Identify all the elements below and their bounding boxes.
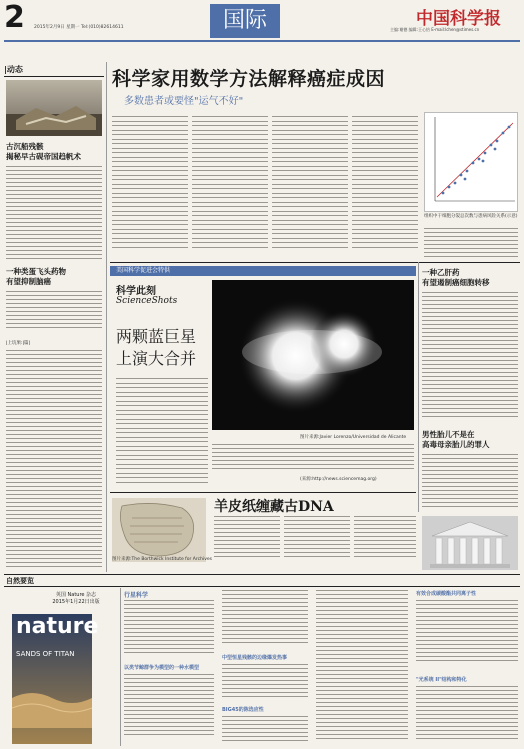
right-title1: 一种乙肝药 有望遏制癌细胞转移 xyxy=(422,268,490,287)
science-shots-source: (来源:http://news.sciencemag.org) xyxy=(300,477,377,482)
bottom-col-heading: 行星科学 xyxy=(124,592,149,599)
staff-line: 主编:谢德 编辑:王心怡 E-mail:lchen@stimes.cn xyxy=(390,27,480,32)
right-title2: 男性胎儿不是在 高毒母亲胎儿的罪人 xyxy=(422,430,490,449)
dna-body-col2 xyxy=(284,516,350,564)
lead-chart xyxy=(424,112,518,212)
left-column-tag: |动态 xyxy=(4,65,23,74)
science-shots-title-en: ScienceShots xyxy=(116,296,178,306)
lead-body-col3 xyxy=(272,116,348,256)
bottom-col2-body xyxy=(222,590,308,650)
parchment-photo xyxy=(112,498,206,562)
building-photo xyxy=(422,516,518,570)
lead-body-col2 xyxy=(192,116,268,256)
dna-headline: 羊皮纸缠藏古DNA xyxy=(214,499,334,515)
dna-body-col1 xyxy=(214,516,280,564)
section-label: 国际 xyxy=(222,8,267,33)
bottom-col4-body xyxy=(416,600,518,670)
bottom-col2-body3 xyxy=(222,716,308,746)
bottom-col4-body2 xyxy=(416,686,518,746)
bottom-sub5: "光系统 II"结构和特化 xyxy=(416,677,467,683)
journal-caption: 英国 Nature 杂志 2015年1月22日出版 xyxy=(52,592,100,605)
bottom-sub3: BIG45的陈选应性 xyxy=(222,707,264,713)
shipwreck-photo xyxy=(6,80,102,136)
science-shots-body xyxy=(116,378,208,490)
story3-body xyxy=(6,350,102,570)
journal-cover xyxy=(12,614,99,744)
bottom-sub4: 有效合成碳酸酯共同离子性 xyxy=(416,591,477,597)
science-shots-headline: 两颗蓝巨星 上演大合并 xyxy=(116,327,197,368)
parchment-photo-credit: 图片来源:The Borthwick Institute for Archives xyxy=(112,557,212,562)
lead-headline: 科学家用数学方法解释癌症成因 xyxy=(112,68,386,90)
story3-tag: |上坑果:|篇| xyxy=(6,341,31,346)
science-shots-title-cn: 科学此刻 xyxy=(116,286,156,297)
bottom-band-label: 自然要览 xyxy=(6,577,34,585)
stars-photo-credit: 图片来源:Javier Lorenzo/Universidad de Alicante xyxy=(300,435,407,440)
dna-body-col3 xyxy=(354,516,416,564)
story2-title: 一种类蛋飞头药物 有望抑制脑癌 xyxy=(6,267,66,286)
issue-meta: 2015年2月9日 星期一 Tel:(010)82614611 xyxy=(34,25,124,30)
header-rule xyxy=(4,40,520,42)
science-shots-body-2 xyxy=(212,444,414,474)
lead-body-col5 xyxy=(424,228,518,258)
bottom-col2-body2 xyxy=(222,664,308,704)
lead-subtitle: 多数患者或要怪"运气不好" xyxy=(124,96,244,107)
journal-cover-name: nature xyxy=(16,614,99,639)
story1-body xyxy=(6,166,102,262)
journal-cover-text: SANDS OF TITAN xyxy=(16,650,75,658)
story2-body xyxy=(6,291,102,333)
bottom-col1-body2 xyxy=(124,674,214,744)
bottom-sub2: 中型恒星残骸的边缘爆发热事 xyxy=(222,655,288,661)
bottom-col3-body xyxy=(316,590,408,746)
stars-photo xyxy=(212,280,414,430)
lead-chart-caption: 组织中干细胞分裂总次数与患病风险关系(示意) xyxy=(424,214,518,219)
bottom-col1-body xyxy=(124,600,214,660)
lead-body-col1 xyxy=(112,116,188,256)
story1-title: 古沉船残骸 揭秘早古砚帝国趋帆术 xyxy=(6,142,81,161)
lead-body-col4 xyxy=(352,116,418,256)
right-body1 xyxy=(422,292,518,422)
science-shots-banner-label: 美国科学促进会特供 xyxy=(116,267,171,274)
masthead: 中国科学报 xyxy=(416,9,501,29)
page-number: 2 xyxy=(4,0,25,35)
right-body2 xyxy=(422,454,518,514)
bottom-sub1: 以类节鲸群争为模型的一种水模型 xyxy=(124,665,200,671)
